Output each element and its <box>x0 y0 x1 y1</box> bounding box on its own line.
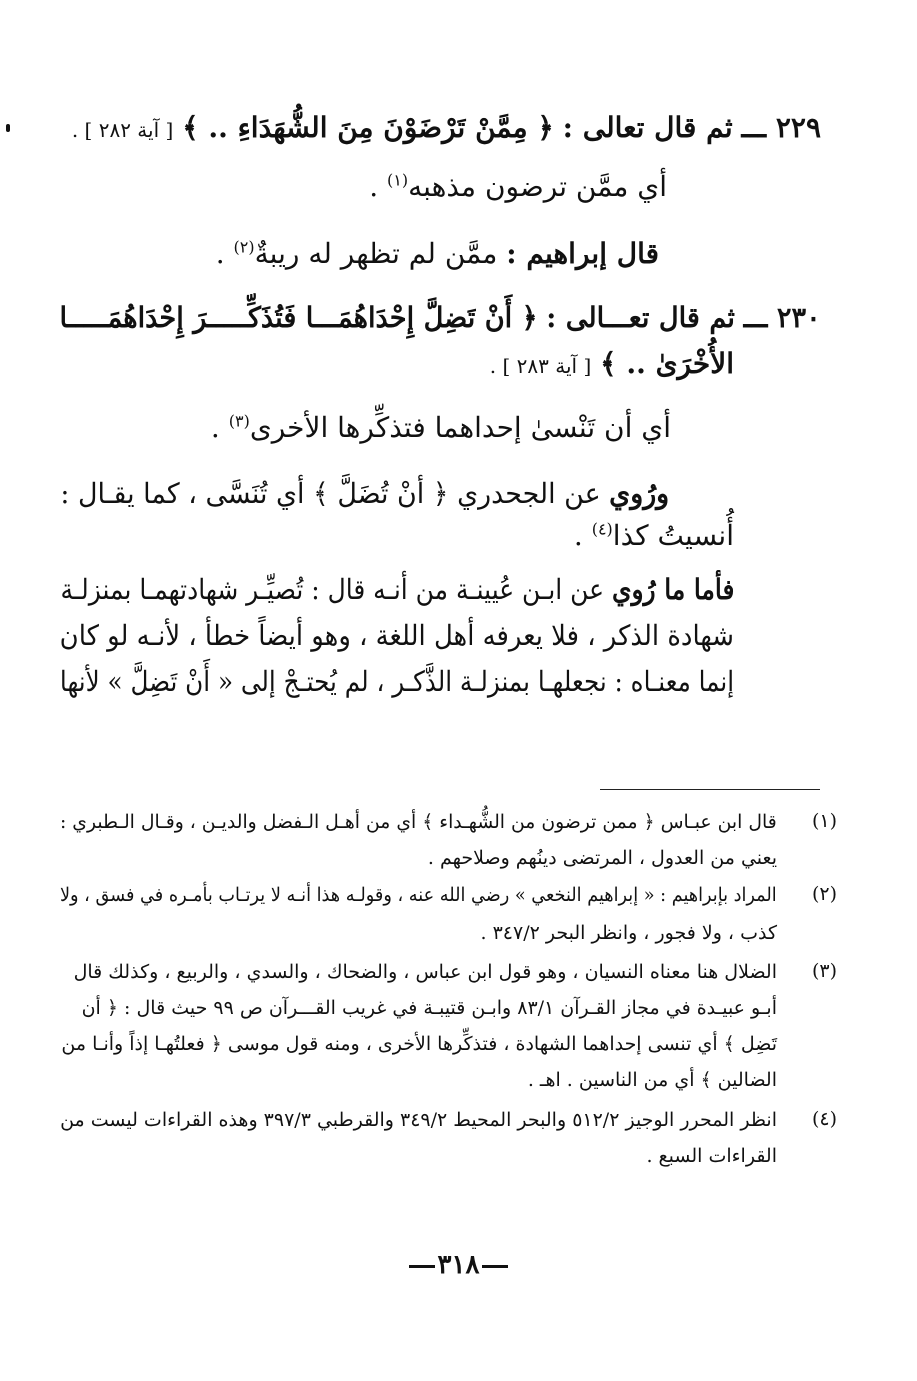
quran-verse: ﴿ أَنْ تَضِلَّ إِحْدَاهُمَـــا فَتُذَكِّـــــرَ إِحْدَاهُمَـــــا <box>59 301 538 334</box>
quran-verse-cont: الأُخْرَىٰ .. ﴾ <box>600 347 734 380</box>
footnote-line: الضالين ﴾ أي من الناسين . اهـ . <box>527 1069 777 1091</box>
heading-intro: ثم قال تعـــالى : <box>546 301 736 334</box>
footnote-line: أبـو عبيـدة في مجاز القـرآن ٨٣/١ وابـن قتيبـة في غريب القـــرآن ص ٩٩ حيث قال : ﴿ أن <box>81 997 777 1019</box>
report-text: إنما معنـاه : نجعلهـا بمنزلـة الذَّكـر ، لم يُحتـجْ إلى « أَنْ تَضِلَّ » لأنها <box>59 665 734 698</box>
report-text: أُنسيتُ كذا <box>612 519 734 552</box>
margin-mark <box>6 124 10 132</box>
report-text: شهادة الذكر ، فلا يعرفه أهل اللغة ، وهو أيضاً خطأ ، لأنـه لو كان <box>59 619 734 652</box>
quran-verse: ﴿ مِمَّنْ تَرْضَوْنَ مِنَ الشُّهَدَاءِ .. ﴾ <box>182 111 554 144</box>
entry-229-ibrahim <box>216 234 659 274</box>
page-number <box>0 1250 917 1280</box>
verse-reference: [ آية ٢٨٢ ] . <box>71 118 174 142</box>
entry-number: ٢٣٠ ـــ <box>743 301 821 334</box>
footnote-line: تَضِل ﴾ أي تنسى إحداهما الشهادة ، فتذكِّرها الأخرى ، ومنه قول موسى ﴿ فعلتُهـا إذاً وأنـا من <box>61 1033 777 1055</box>
gloss-text: أي ممَّن ترضون مذهبه <box>408 170 667 203</box>
footnote-number: (٣) <box>811 960 837 982</box>
report-label: فأما ما رُوي <box>611 573 734 606</box>
quote-text: ممَّن لم تظهر له ريبةٌ <box>254 237 498 270</box>
footnote-line: قال ابن عبـاس ﴿ ممن ترضون من الشُّهـداء ﴾ أي من أهـل الـفضل والديـن ، وقـال الـطبري : <box>60 811 777 833</box>
footnote-number: (٤) <box>811 1108 837 1130</box>
footnote-line: كذب ، ولا فجور ، وانظر البحر ٣٤٧/٢ . <box>480 922 777 944</box>
heading-intro: ثم قال تعالى : <box>562 111 733 144</box>
uyayna-line-2 <box>60 616 734 656</box>
report-text: عن الجحدري ﴿ أنْ تُضَلَّ ﴾ أي تُنَسَّى ، كما يقـال : <box>60 477 601 510</box>
footnote-number: (٢) <box>811 883 837 905</box>
period: . <box>369 170 379 203</box>
footnote-ref: (٢) <box>233 237 255 257</box>
footnote-line: القراءات السبع . <box>646 1145 777 1167</box>
entry-number: ٢٢٩ ـــ <box>741 111 821 144</box>
uyayna-line-3 <box>60 662 734 702</box>
folio-dash <box>409 1265 435 1268</box>
entry-229-gloss <box>369 167 667 207</box>
entry-230-heading-cont <box>490 344 734 386</box>
footnote-number: (١) <box>811 810 837 832</box>
entry-230-gloss <box>211 408 671 448</box>
footnote-line: انظر المحرر الوجيز ٥١٢/٢ والبحر المحيط ٣٤٩/٢ والقرطبي ٣٩٧/٣ وهذه القراءات ليست من <box>60 1109 777 1131</box>
page-number-text: ٣١٨ <box>437 1250 480 1280</box>
entry-229-heading <box>72 108 821 150</box>
period: . <box>573 519 583 552</box>
speaker-label: قال إبراهيم : <box>506 237 659 270</box>
footnote-ref: (٤) <box>591 519 613 539</box>
footnote-ref: (١) <box>387 170 409 190</box>
report-text: عن ابـن عُيينـة من أنـه قال : تُصيِّـر شهادتهمـا بمنزلـة <box>60 573 604 606</box>
folio-dash <box>482 1265 508 1268</box>
footnote-line: المراد بإبراهيم : « إبراهيم النخعي » رضي الله عنه ، وقولـه هذا أنـه لا يرتـاب بأمـره في فسق ، ولا <box>60 884 777 906</box>
jahdari-line-2 <box>574 516 734 556</box>
report-label: ورُوي <box>609 477 669 510</box>
gloss-text: أي أن تَنْسىٰ إحداهما فتذكِّرها الأخرى <box>249 411 671 444</box>
period: . <box>215 237 225 270</box>
footnote-separator <box>600 789 820 790</box>
verse-reference: [ آية ٢٨٣ ] . <box>489 354 592 378</box>
period: . <box>210 411 220 444</box>
footnote-line: يعني من العدول ، المرتضى دينُهم وصلاحهم . <box>427 847 777 869</box>
uyayna-line-1 <box>60 570 734 610</box>
jahdari-line-1 <box>60 474 669 514</box>
entry-230-heading <box>60 298 821 338</box>
footnote-line: الضلال هنا معناه النسيان ، وهو قول ابن عباس ، والضحاك ، والسدي ، والربيع ، وكذلك قال <box>73 961 777 983</box>
footnote-ref: (٣) <box>228 411 250 431</box>
